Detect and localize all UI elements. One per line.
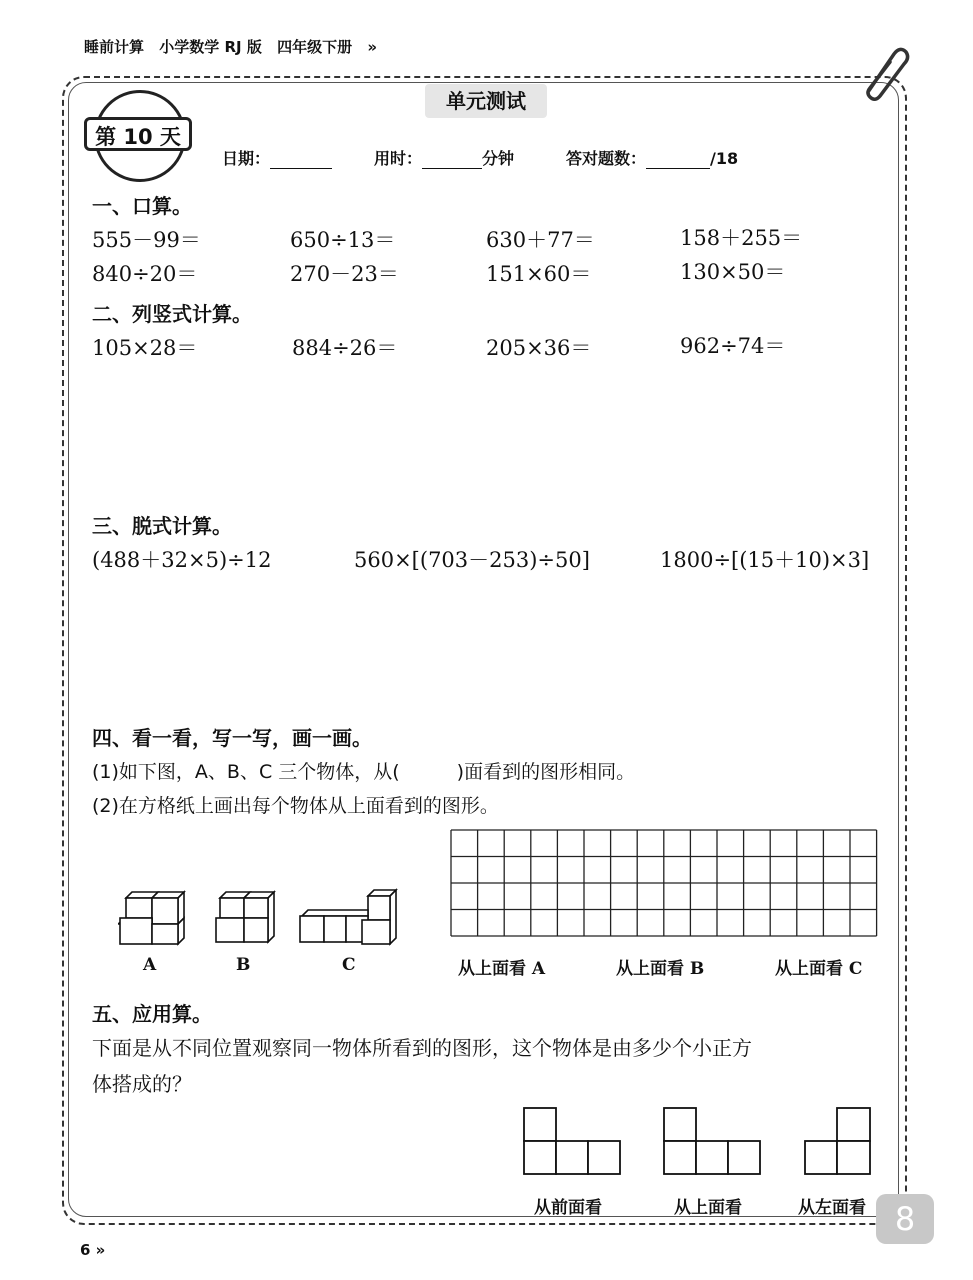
view-label-front: 从前面看 bbox=[534, 1198, 602, 1218]
day-badge: 第 10 天 bbox=[84, 117, 192, 151]
section4-question1: (1)如下图，A、B、C 三个物体，从( )面看到的图形相同。 bbox=[92, 761, 636, 783]
object-label-c: C bbox=[342, 955, 356, 975]
view-label-left: 从左面看 bbox=[798, 1198, 866, 1218]
oral-problem: 270－23＝ bbox=[290, 262, 399, 286]
stepwise-problem: 560×[(703－253)÷50] bbox=[354, 548, 590, 572]
section4-question2: (2)在方格纸上画出每个物体从上面看到的图形。 bbox=[92, 795, 499, 817]
vertical-problem: 884÷26＝ bbox=[292, 336, 398, 360]
oral-problem: 840÷20＝ bbox=[92, 262, 198, 286]
top-view-figure bbox=[662, 1106, 764, 1176]
vertical-problem: 105×28＝ bbox=[92, 336, 198, 360]
score-label: 答对题数： bbox=[566, 149, 647, 168]
paperclip-icon bbox=[858, 44, 910, 102]
score-total: /18 bbox=[710, 149, 739, 168]
date-label: 日期： bbox=[222, 149, 271, 168]
page-number: 6 » bbox=[80, 1241, 106, 1259]
page-header bbox=[84, 36, 387, 57]
grid-label-c: 从上面看 C bbox=[775, 959, 863, 979]
grid-label-a: 从上面看 A bbox=[458, 959, 546, 979]
time-unit: 分钟 bbox=[482, 149, 515, 168]
oral-problem: 158＋255＝ bbox=[680, 226, 803, 250]
series-name: 睡前计算 bbox=[84, 38, 145, 56]
score-field[interactable] bbox=[566, 146, 738, 169]
score-blank[interactable] bbox=[646, 150, 710, 169]
grid-label-b: 从上面看 B bbox=[616, 959, 705, 979]
section4-heading: 四、看一看，写一写，画一画。 bbox=[92, 726, 372, 750]
oral-problem: 650÷13＝ bbox=[290, 228, 396, 252]
time-field[interactable] bbox=[374, 146, 514, 169]
object-label-b: B bbox=[236, 955, 251, 975]
cube-figure-a bbox=[118, 886, 188, 948]
front-view-figure bbox=[522, 1106, 624, 1176]
grade-name: 四年级下册 bbox=[277, 38, 353, 56]
section2-heading: 二、列竖式计算。 bbox=[92, 302, 252, 326]
vertical-problem: 962÷74＝ bbox=[680, 334, 786, 358]
cube-figure-c bbox=[298, 886, 400, 948]
vertical-problem: 205×36＝ bbox=[486, 336, 592, 360]
cube-figure-b bbox=[214, 886, 278, 948]
subject-name: 小学数学 RJ 版 bbox=[159, 38, 262, 56]
section1-heading: 一、口算。 bbox=[92, 194, 192, 218]
oral-problem: 130×50＝ bbox=[680, 260, 786, 284]
header-arrow: » bbox=[367, 38, 378, 56]
time-label: 用时： bbox=[374, 149, 423, 168]
section5-text-line2: 体搭成的？ bbox=[92, 1072, 192, 1096]
page-title: 单元测试 bbox=[425, 84, 547, 118]
corner-badge: 8 bbox=[876, 1194, 934, 1244]
date-field[interactable] bbox=[222, 146, 332, 169]
oral-problem: 151×60＝ bbox=[486, 262, 592, 286]
object-label-a: A bbox=[143, 955, 157, 975]
grid-paper[interactable] bbox=[450, 829, 878, 937]
stepwise-problem: 1800÷[(15＋10)×3] bbox=[660, 548, 870, 572]
time-blank[interactable] bbox=[422, 150, 482, 169]
left-view-figure bbox=[803, 1106, 873, 1176]
view-label-top: 从上面看 bbox=[674, 1198, 742, 1218]
section5-heading: 五、应用算。 bbox=[92, 1002, 212, 1026]
oral-problem: 555－99＝ bbox=[92, 228, 201, 252]
date-blank[interactable] bbox=[270, 150, 332, 169]
section3-heading: 三、脱式计算。 bbox=[92, 514, 232, 538]
stepwise-problem: (488＋32×5)÷12 bbox=[92, 548, 272, 572]
section5-text-line1: 下面是从不同位置观察同一物体所看到的图形，这个物体是由多少个小正方 bbox=[92, 1036, 752, 1060]
oral-problem: 630＋77＝ bbox=[486, 228, 595, 252]
